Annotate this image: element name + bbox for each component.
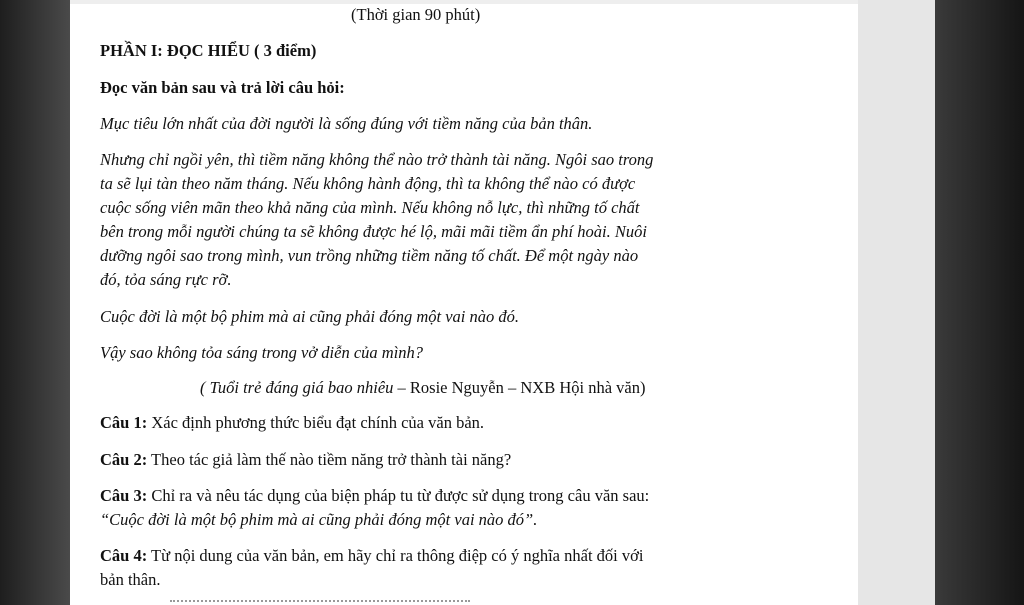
question-4 xyxy=(100,546,643,566)
paragraph-2-line: ta sẽ lụi tàn theo năm tháng. Nếu không hành động, thì ta không thể nào có được xyxy=(100,174,636,193)
question-4-text: Từ nội dung của văn bản, em hãy chỉ ra thông điệp có ý nghĩa nhất đối với xyxy=(147,546,644,565)
paragraph-4: Vậy sao không tỏa sáng trong vở diễn của mình? xyxy=(100,343,424,362)
paragraph-2-line: bên trong mỗi người chúng ta sẽ không được hé lộ, mãi mãi tiềm ẩn phí hoài. Nuôi xyxy=(100,222,647,241)
question-3-label: Câu 3: xyxy=(100,486,148,505)
question-1-text: Xác định phương thức biểu đạt chính của văn bản. xyxy=(147,413,485,432)
right-background xyxy=(935,0,1024,605)
source-author-publisher: – Rosie Nguyễn – NXB Hội nhà văn) xyxy=(393,378,646,397)
question-1-label: Câu 1: xyxy=(100,413,148,432)
section-title: PHẦN I: ĐỌC HIỂU ( 3 điểm) xyxy=(100,41,317,60)
source-book-title: ( Tuổi trẻ đáng giá bao nhiêu xyxy=(200,378,394,397)
page-bottom-dots xyxy=(170,600,470,605)
paragraph-2-line: Nhưng chỉ ngồi yên, thì tiềm năng không thể nào trở thành tài năng. Ngôi sao trong xyxy=(100,150,654,169)
paragraph-2-line: đó, tỏa sáng rực rỡ. xyxy=(100,270,232,289)
document-page xyxy=(70,0,858,605)
question-3-text: Chỉ ra và nêu tác dụng của biện pháp tu từ được sử dụng trong câu văn sau: xyxy=(147,486,650,505)
left-background xyxy=(0,0,70,605)
paragraph-2-line: cuộc sống viên mãn theo khả năng của mình. Nếu không nỗ lực, thì những tố chất xyxy=(100,198,640,217)
ruler-strip xyxy=(70,0,858,4)
question-2-label: Câu 2: xyxy=(100,450,148,469)
question-3 xyxy=(100,486,649,506)
question-4-label: Câu 4: xyxy=(100,546,148,565)
paragraph-1: Mục tiêu lớn nhất của đời người là sống đúng với tiềm năng của bản thân. xyxy=(100,114,593,133)
question-3-quote: “Cuộc đời là một bộ phim mà ai cũng phải đóng một vai nào đó”. xyxy=(100,510,538,529)
question-2 xyxy=(100,450,511,470)
source-citation xyxy=(200,378,645,398)
instruction: Đọc văn bản sau và trả lời câu hỏi: xyxy=(100,78,345,97)
paragraph-2-line: dưỡng ngôi sao trong mình, vun trồng những tiềm năng tố chất. Để một ngày nào xyxy=(100,246,639,265)
paragraph-3: Cuộc đời là một bộ phim mà ai cũng phải đóng một vai nào đó. xyxy=(100,307,519,326)
question-2-text: Theo tác giả làm thế nào tiềm năng trở thành tài năng? xyxy=(147,450,512,469)
question-1 xyxy=(100,413,484,433)
exam-time: (Thời gian 90 phút) xyxy=(351,5,481,24)
question-4-continuation: bản thân. xyxy=(100,570,161,589)
